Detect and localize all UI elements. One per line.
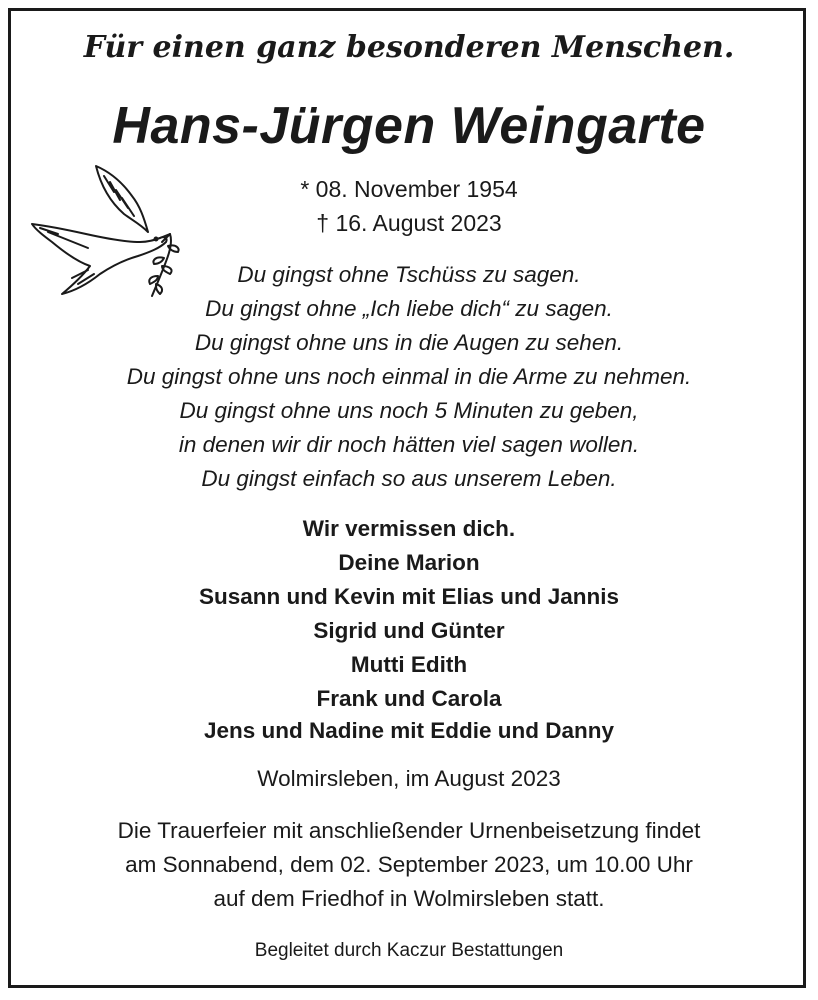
mourner-line: Deine Marion [338, 550, 480, 575]
ceremony-line: auf dem Friedhof in Wolmirsleben statt. [213, 886, 605, 911]
place-date: Wolmirsleben, im August 2023 [257, 766, 561, 791]
poem-line: Du gingst ohne uns in die Augen zu sehen. [194, 330, 624, 355]
mourner-line: Jens und Nadine mit Eddie und Danny [203, 718, 615, 743]
mourner-line: Susann und Kevin mit Elias und Jannis [198, 584, 620, 609]
mourner-line: Frank und Carola [316, 686, 502, 711]
ceremony-line: am Sonnabend, dem 02. September 2023, um 10.00 Uhr [125, 852, 693, 877]
poem-line: in denen wir dir noch hätten viel sagen wollen. [178, 432, 640, 457]
poem-line: Du gingst ohne „Ich liebe dich“ zu sagen. [205, 296, 613, 321]
mourner-line: Sigrid und Günter [313, 618, 505, 643]
poem-line: Du gingst ohne Tschüss zu sagen. [237, 262, 581, 287]
mourner-line: Wir vermissen dich. [302, 516, 516, 541]
poem-line: Du gingst ohne uns noch einmal in die Arme zu nehmen. [126, 364, 692, 389]
poem-line: Du gingst ohne uns noch 5 Minuten zu geben, [179, 398, 639, 423]
birth-date: * 08. November 1954 [300, 176, 518, 202]
deceased-name: Hans-Jürgen Weingarte [112, 97, 706, 155]
mourner-line: Mutti Edith [350, 652, 468, 677]
poem-line: Du gingst einfach so aus unserem Leben. [201, 466, 617, 491]
death-date: † 16. August 2023 [316, 210, 502, 236]
ceremony-line: Die Trauerfeier mit anschließender Urnenbeisetzung findet [117, 818, 701, 843]
heading: Für einen ganz besonderen Menschen. [83, 30, 735, 65]
undertaker-note: Begleitet durch Kaczur Bestattungen [254, 940, 564, 961]
